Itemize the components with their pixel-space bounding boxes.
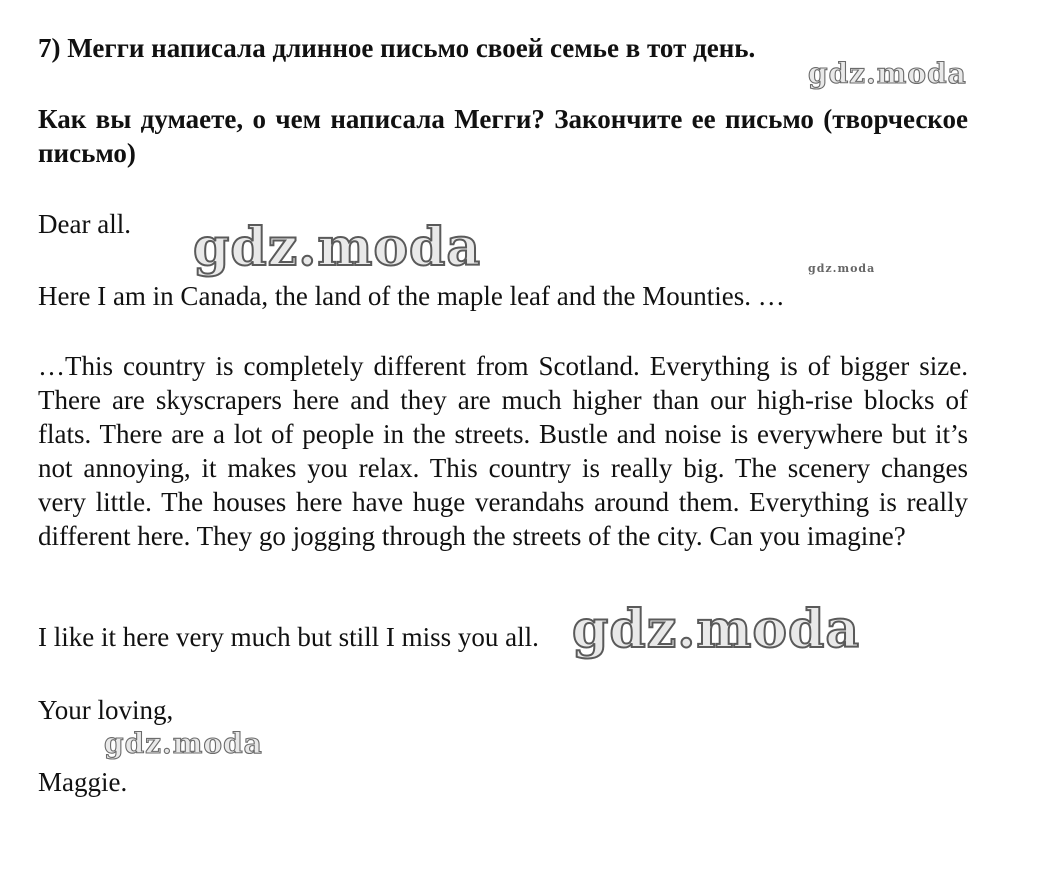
letter-sign-off: Your loving, (38, 695, 174, 725)
task-question: Как вы думаете, о чем написала Мегги? Закончите ее письмо (творческое письмо) (38, 104, 968, 168)
letter-opening: Here I am in Canada, the land of the maple leaf and the Mounties. … (38, 281, 785, 311)
letter-greeting: Dear all. (38, 209, 131, 239)
watermark-logo: gdz.moda (808, 262, 876, 275)
watermark-logo: gdz.moda (572, 599, 861, 660)
letter-closing-line: I like it here very much but still I miss you all. (38, 622, 539, 652)
watermark-logo: gdz.moda (808, 57, 967, 90)
watermark-logo: gdz.moda (193, 217, 482, 278)
watermark-logo: gdz.moda (104, 727, 263, 760)
letter-signature: Maggie. (38, 767, 128, 797)
task-heading: 7) Мегги написала длинное письмо своей семье в тот день. (38, 33, 756, 63)
letter-body: …This country is completely different from Scotland. Everything is of bigger size. There are skyscrapers here and they are much higher than our high-rise blocks of flats. There are a lot of people in the streets. Bustle and noise is everywhere but it’s not annoying, it makes you relax. This country is really big. The scenery changes very little. The houses here have huge verandahs around them. Everything is really different here. They go jogging through the streets of the city. Can you imagine? (38, 351, 968, 551)
